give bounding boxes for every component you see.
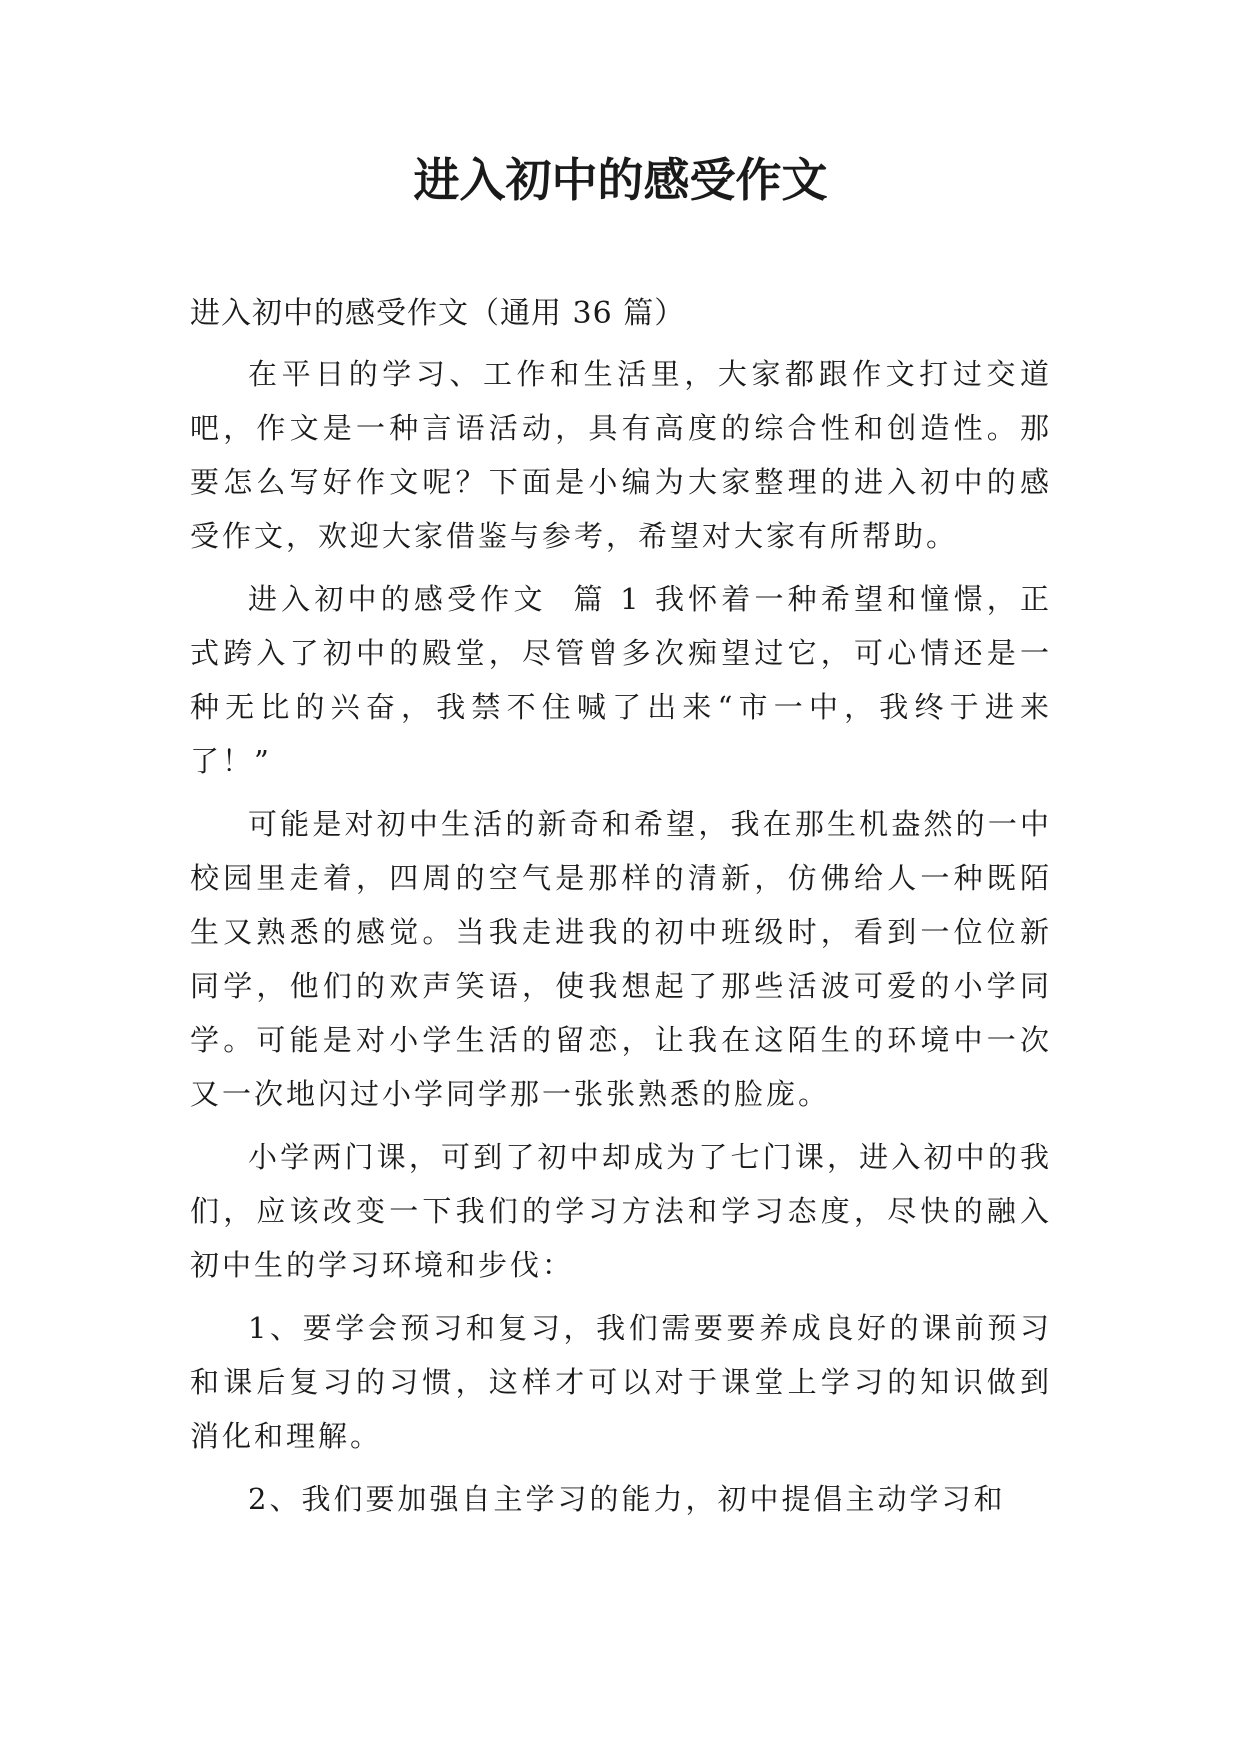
- document-title: 进入初中的感受作文: [413, 153, 828, 207]
- document-body: [190, 347, 1052, 1535]
- body-paragraph: 2、我们要加强自主学习的能力，初中提倡主动学习和: [248, 1482, 1006, 1516]
- intro-paragraph: 在平日的学习、工作和生活里，大家都跟作文打过交道吧，作文是一种言语活动，具有高度的综合性和创造性。那要怎么写好作文呢？下面是小编为大家整理的进入初中的感受作文，欢迎大家借鉴与参考，希望对大家有所帮助。: [190, 357, 1052, 553]
- body-paragraph: 小学两门课，可到了初中却成为了七门课，进入初中的我们，应该改变一下我们的学习方法和学习态度，尽快的融入初中生的学习环境和步伐：: [190, 1140, 1052, 1282]
- body-paragraph: 1、要学会预习和复习，我们需要要养成良好的课前预习和课后复习的习惯，这样才可以对于课堂上学习的知识做到消化和理解。: [190, 1311, 1052, 1453]
- section-spacer: [642, 582, 655, 616]
- section-1-first-paragraph: [190, 572, 1052, 788]
- document-subtitle: 进入初中的感受作文（通用 36 篇）: [190, 296, 686, 331]
- body-paragraph: 可能是对初中生活的新奇和希望，我在那生机盎然的一中校园里走着，四周的空气是那样的清新，仿佛给人一种既陌生又熟悉的感觉。当我走进我的初中班级时，看到一位位新同学，他们的欢声笑语，使我想起了那些活波可爱的小学同学。可能是对小学生活的留恋，让我在这陌生的环境中一次又一次地闪过小学同学那一张张熟悉的脸庞。: [190, 807, 1052, 1111]
- section-heading: 进入初中的感受作文 篇 1: [248, 582, 642, 616]
- paragraph-text: 我怀着一种希望和憧憬，正式跨入了初中的殿堂，尽管曾多次痴望过它，可心情还是一种无比的兴奋，我禁不住喊了出来“市一中，我终于进来了！”: [190, 582, 1052, 778]
